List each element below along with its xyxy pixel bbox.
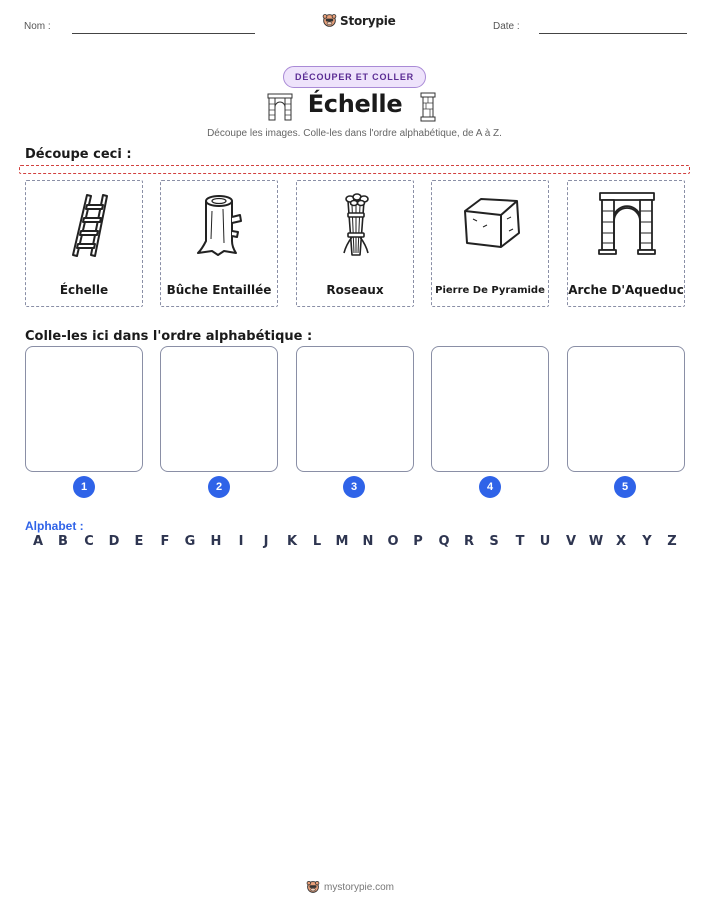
cut-card-4[interactable] bbox=[431, 180, 549, 307]
alphabet-letter: I bbox=[238, 534, 244, 549]
alphabet-letter: M bbox=[335, 534, 349, 549]
alphabet-letter: R bbox=[463, 534, 474, 549]
instructions: Découpe les images. Colle-les dans l'ordre alphabétique, de A à Z. bbox=[207, 128, 502, 139]
aqueduct-arch-icon bbox=[597, 189, 657, 259]
number-badge-1: 1 bbox=[73, 476, 95, 498]
footer-link[interactable]: mystorypie.com bbox=[324, 881, 395, 893]
name-line[interactable] bbox=[72, 33, 255, 34]
ladder-icon bbox=[55, 189, 115, 259]
alphabet-label: Alphabet : bbox=[25, 519, 84, 533]
alphabet-letter: A bbox=[32, 534, 44, 549]
alphabet-letter: L bbox=[312, 534, 322, 549]
alphabet-letter: D bbox=[108, 534, 120, 549]
storypie-mascot-icon bbox=[306, 880, 320, 894]
alphabet-letter: X bbox=[615, 534, 627, 549]
cut-card-5[interactable] bbox=[567, 180, 685, 307]
activity-badge: DÉCOUPER ET COLLER bbox=[283, 66, 426, 88]
paste-box-2[interactable] bbox=[160, 346, 278, 472]
stone-block-icon bbox=[461, 189, 521, 259]
alphabet-letter: F bbox=[160, 534, 170, 549]
date-line[interactable] bbox=[539, 33, 687, 34]
name-label: Nom : bbox=[24, 21, 51, 32]
page-title: Échelle bbox=[307, 90, 403, 118]
alphabet-letter: Y bbox=[642, 534, 652, 549]
number-badge-4: 4 bbox=[479, 476, 501, 498]
alphabet-letter: P bbox=[413, 534, 423, 549]
alphabet-letter: T bbox=[515, 534, 525, 549]
cut-card-label: Bûche Entaillée bbox=[166, 283, 272, 297]
cut-card-3[interactable] bbox=[296, 180, 414, 307]
paste-box-4[interactable] bbox=[431, 346, 549, 472]
alphabet-letter: H bbox=[210, 534, 222, 549]
paste-section-label: Colle-les ici dans l'ordre alphabétique : bbox=[25, 329, 313, 344]
footer bbox=[306, 880, 394, 894]
alphabet-letter: U bbox=[539, 534, 551, 549]
cut-card-label: Roseaux bbox=[326, 283, 384, 297]
reeds-icon bbox=[326, 189, 386, 259]
paste-box-1[interactable] bbox=[25, 346, 143, 472]
alphabet-letter: S bbox=[489, 534, 499, 549]
alphabet-letter: G bbox=[184, 534, 196, 549]
number-badge-3: 3 bbox=[343, 476, 365, 498]
alphabet-letter: B bbox=[58, 534, 68, 549]
cut-card-label: Pierre De Pyramide bbox=[435, 285, 545, 296]
cut-card-label: Échelle bbox=[59, 283, 109, 297]
paste-box-5[interactable] bbox=[567, 346, 685, 472]
cut-line bbox=[19, 165, 690, 174]
cut-card-2[interactable] bbox=[160, 180, 278, 307]
alphabet-letter: E bbox=[134, 534, 144, 549]
date-label: Date : bbox=[493, 21, 520, 32]
alphabet-letter: W bbox=[588, 534, 604, 549]
cut-section-label: Découpe ceci : bbox=[25, 147, 132, 162]
column-pillar-icon bbox=[419, 92, 437, 122]
brand-logo bbox=[322, 13, 396, 28]
alphabet-letter: O bbox=[387, 534, 399, 549]
paste-box-3[interactable] bbox=[296, 346, 414, 472]
number-badge-2: 2 bbox=[208, 476, 230, 498]
alphabet-letter: V bbox=[565, 534, 577, 549]
alphabet-letter: Z bbox=[667, 534, 677, 549]
alphabet-letter: C bbox=[84, 534, 94, 549]
brand-name: Storypie bbox=[340, 13, 396, 28]
cut-card-1[interactable] bbox=[25, 180, 143, 307]
stump-icon bbox=[190, 189, 250, 259]
storypie-mascot-icon bbox=[322, 13, 337, 28]
cut-card-label: Arche D'Aqueduc bbox=[568, 283, 684, 297]
alphabet-letter: Q bbox=[438, 534, 450, 549]
alphabet-letter: K bbox=[286, 534, 298, 549]
alphabet-letter: J bbox=[263, 534, 269, 549]
number-badge-5: 5 bbox=[614, 476, 636, 498]
alphabet-letter: N bbox=[362, 534, 374, 549]
